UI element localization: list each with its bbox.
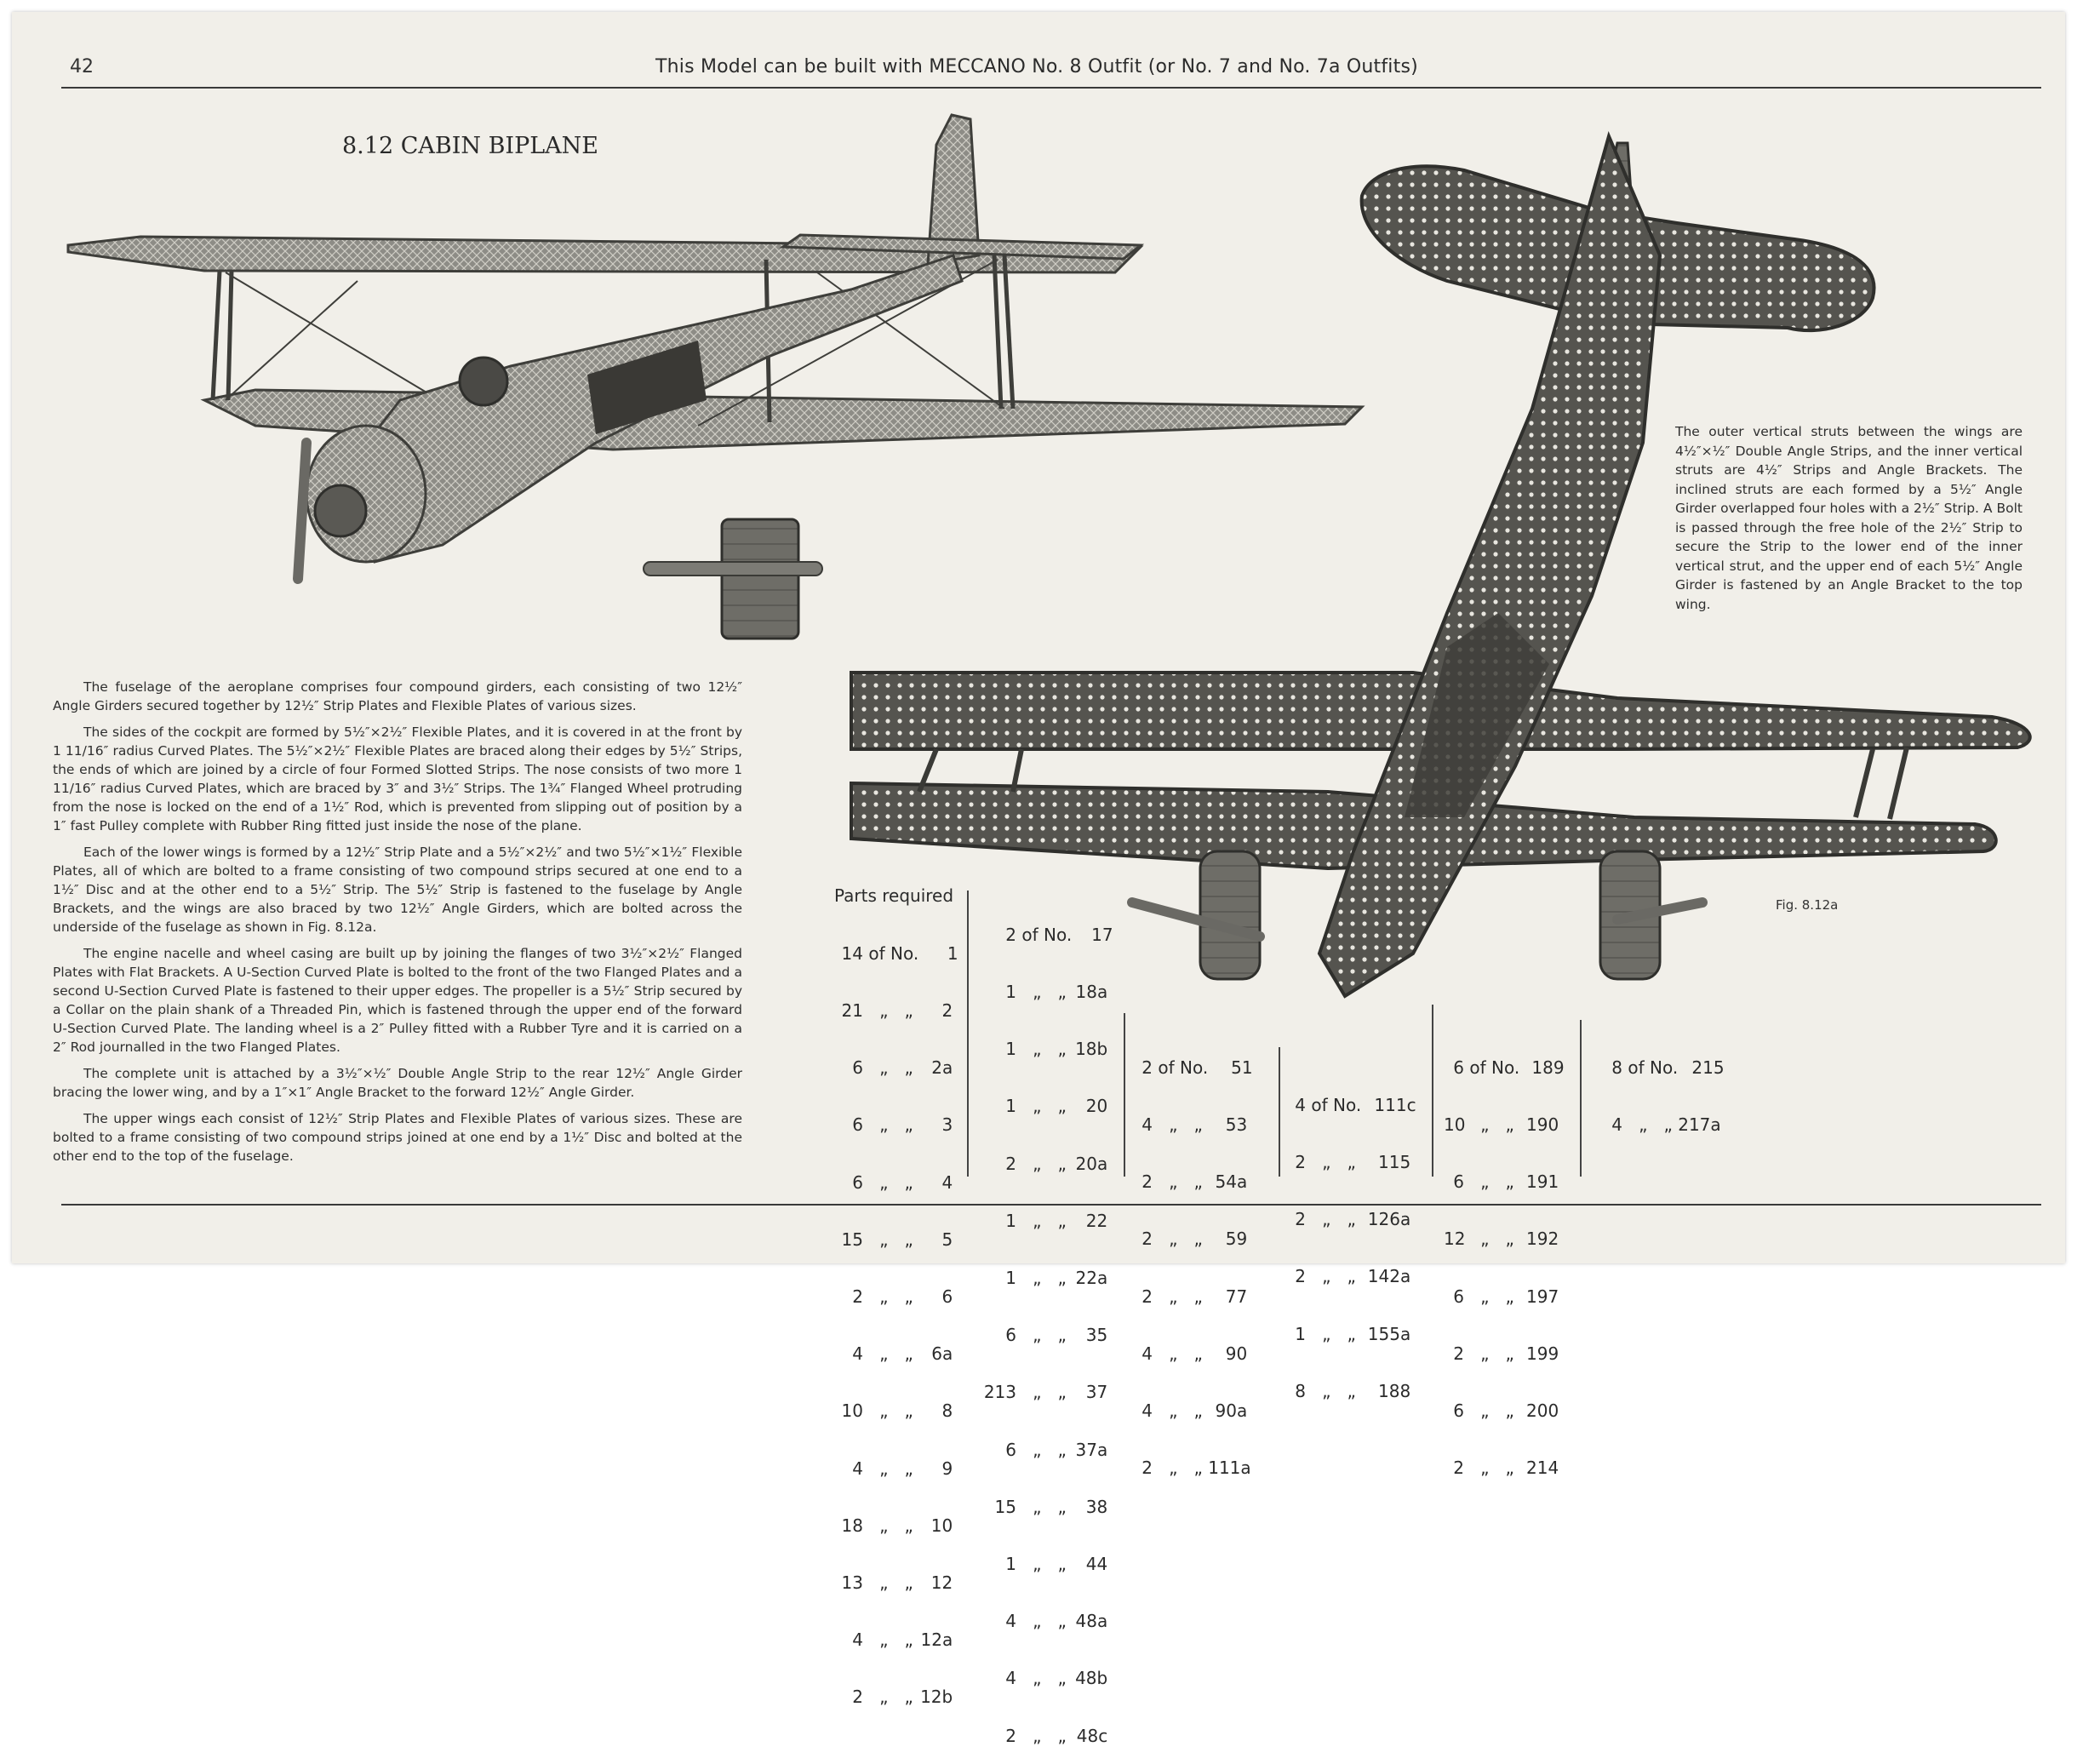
part-row: 4 „ „ 48a	[1005, 1611, 1108, 1632]
parts-heading: Parts required	[834, 885, 954, 906]
paragraph-lower-wings: Each of the lower wings is formed by a 12½″ Strip Plate and a 5½″×2½″ and two 5½″×1½″ Flexible Plates, all of which are bolted to a frame consisting of two compound strips secured at one end to a 1½″ Disc and at the other end to a 5½″ Strip. The 5½″ Strip is fastened to the fuselage by Angle Brackets, and the wings are also braced by two 12½″ Angle Girders, which are bolted across the underside of the fuselage as shown in Fig. 8.12a.	[53, 845, 742, 935]
part-row: 1 „ „ 44	[1005, 1554, 1108, 1575]
part-row: 4 of No. 111c	[1295, 1094, 1416, 1115]
part-row: 4 „ „ 217a	[1611, 1114, 1721, 1136]
parts-divider	[1124, 1013, 1125, 1177]
part-row: 1 „ „ 18b	[1005, 1039, 1108, 1060]
part-row: 4 „ „ 90	[1141, 1343, 1248, 1364]
part-row: 6 of No. 189	[1453, 1057, 1565, 1078]
part-row: 6 „ „ 4	[852, 1171, 953, 1193]
part-row: 6 „ „ 197	[1453, 1286, 1559, 1307]
nose-hub	[315, 485, 366, 536]
part-row: 2 „ „ 48c	[1005, 1725, 1108, 1746]
part-row: 10 „ „ 190	[1444, 1114, 1559, 1136]
paragraph-upper-wings: The upper wings each consist of 12½″ Strip Plates and Flexible Plates of various sizes. These are bolted to a frame consisting of two compound strips joined at one end by a 1½″ Disc and bolted at the other end to the top of the fuselage.	[53, 1111, 742, 1164]
biplane-side-view	[68, 115, 1362, 639]
part-row: 6 „ „ 3	[852, 1114, 953, 1136]
parts-column-5	[1444, 1020, 1565, 1497]
part-row: 6 „ „ 200	[1453, 1400, 1559, 1422]
part-row: 2 „ „ 111a	[1141, 1458, 1251, 1479]
struts-note: The outer vertical struts between the wings are 4½″×½″ Double Angle Strips, and the inner vertical struts are 4½″ Strips and Angle Brackets. The inclined struts are each formed by a 5½″ Angle Girder overlapped four holes with a 2½″ Strip. A Bolt is passed through the free hole of the 2½″ Strip to secure the Strip to the lower end of the inner vertical strut, and the upper end of each 5½″ Angle Girder is fastened by an Angle Bracket to the top wing.	[1675, 424, 2023, 612]
parts-column-3	[1136, 1020, 1253, 1497]
part-row: 2 of No. 51	[1141, 1057, 1253, 1078]
part-row: 4 „ „ 48b	[1005, 1668, 1108, 1689]
propeller	[298, 443, 306, 579]
nacelle-propeller	[644, 562, 822, 576]
part-row: 213 „ „ 37	[983, 1382, 1108, 1403]
part-row: 10 „ „ 8	[841, 1400, 953, 1422]
parts-divider	[1279, 1047, 1280, 1177]
part-row: 2 „ „ 59	[1141, 1228, 1248, 1250]
part-row: 2 „ „ 77	[1141, 1286, 1248, 1307]
part-row: 15 „ „ 5	[841, 1228, 953, 1250]
part-row: 12 „ „ 192	[1444, 1228, 1559, 1250]
parts-divider	[967, 891, 969, 1177]
part-row: 2 „ „ 115	[1295, 1152, 1411, 1173]
part-row: 2 „ „ 126a	[1295, 1209, 1411, 1230]
part-row: 2 of No. 17	[1005, 924, 1113, 945]
part-row: 4 „ „ 53	[1141, 1114, 1248, 1136]
underside-nacelle-left	[1200, 851, 1260, 979]
part-row: 6 „ „ 191	[1453, 1171, 1559, 1193]
part-row: 8 „ „ 188	[1295, 1380, 1411, 1401]
part-row: 21 „ „ 2	[841, 1000, 953, 1022]
part-row: 8 of No. 215	[1611, 1057, 1725, 1078]
parts-column-2	[977, 887, 1113, 1764]
part-row: 1 „ „ 18a	[1005, 982, 1108, 1003]
part-row: 1 „ „ 155a	[1295, 1323, 1411, 1344]
engine-nacelle	[722, 519, 798, 639]
part-row: 2 „ „ 214	[1453, 1458, 1559, 1479]
part-row: 2 „ „ 20a	[1005, 1153, 1108, 1174]
part-row: 4 „ „ 6a	[852, 1343, 953, 1365]
part-row: 14 of No. 1	[841, 942, 958, 964]
part-row: 2 „ „ 199	[1453, 1343, 1559, 1364]
parts-divider	[1432, 1005, 1433, 1177]
part-row: 6 „ „ 35	[1005, 1325, 1108, 1346]
part-row: 13 „ „ 12	[841, 1572, 953, 1594]
part-row: 18 „ „ 10	[841, 1515, 953, 1536]
part-row: 1 „ „ 20	[1005, 1096, 1108, 1117]
part-row: 2 „ „ 6	[852, 1286, 953, 1308]
parts-divider	[1580, 1020, 1582, 1177]
part-row: 4 „ „ 90a	[1141, 1400, 1248, 1422]
paragraph-fuselage: The fuselage of the aeroplane comprises four compound girders, each consisting of two 12½″ Angle Girders secured together by 12½″ Strip Plates and Flexible Plates of various sizes.	[53, 679, 742, 713]
parts-column-1	[833, 906, 958, 1726]
parts-column-6	[1611, 1020, 1725, 1154]
part-row: 15 „ „ 38	[994, 1496, 1108, 1517]
landing-wheel-left	[460, 358, 507, 405]
construction-text	[53, 678, 742, 1173]
part-row: 2 „ „ 12b	[852, 1687, 953, 1708]
paragraph-engine-nacelle: The engine nacelle and wheel casing are built up by joining the flanges of two 3½″×2½″ Flanged Plates with Flat Brackets. A U-Section Curved Plate is bolted to the front of the two Flanged Plates and a second U-Section Curved Plate is fastened to their upper edges. The propeller is a 5½″ Strip secured by a Collar on the plain shank of a Threaded Pin, which is fastened through the upper end of the forward U-Section Curved Plate. The landing wheel is a 2″ Pulley fitted with a Rubber Tyre and it is carried on a 2″ Rod journalled in the two Flanged Plates.	[53, 946, 742, 1055]
model-title: 8.12 CABIN BIPLANE	[342, 133, 599, 159]
page-number: 42	[70, 56, 94, 77]
paragraph-complete-unit: The complete unit is attached by a 3½″×½″ Double Angle Strip to the rear 12½″ Angle Girder bracing the lower wing, and by a 1″×1″ Angle Bracket to the forward 12½″ Angle Girder.	[53, 1066, 742, 1100]
page-header: This Model can be built with MECCANO No. 8 Outfit (or No. 7 and No. 7a Outfits)	[655, 56, 1418, 77]
part-row: 4 „ „ 12a	[852, 1629, 953, 1651]
paragraph-cockpit: The sides of the cockpit are formed by 5½″×2½″ Flexible Plates, and it is covered in at the front by 1 11/16″ radius Curved Plates. The 5½″×2½″ Flexible Plates are braced along their edges by 5½″ Strips, the ends of which are joined by a circle of four Formed Slotted Strips. The nose consists of two more 1 11/16″ radius Curved Plates, which are braced by 3″ and 3½″ Strips. The 1¾″ Flanged Wheel protruding from the nose is locked on the end of a 1½″ Rod, which is prevented from slipping out of position by a 1″ fast Pulley complete with Rubber Ring fitted just inside the nose of the plane.	[53, 724, 742, 833]
part-row: 6 „ „ 37a	[1005, 1439, 1108, 1460]
part-row: 2 „ „ 142a	[1295, 1266, 1411, 1287]
part-row: 1 „ „ 22	[1005, 1210, 1108, 1231]
part-row: 6 „ „ 2a	[852, 1057, 953, 1079]
part-row: 4 „ „ 9	[852, 1458, 953, 1479]
part-row: 2 „ „ 54a	[1141, 1171, 1248, 1193]
part-row: 1 „ „ 22a	[1005, 1268, 1108, 1289]
parts-column-4	[1294, 1057, 1416, 1420]
figure-label: Fig. 8.12a	[1776, 897, 1839, 913]
